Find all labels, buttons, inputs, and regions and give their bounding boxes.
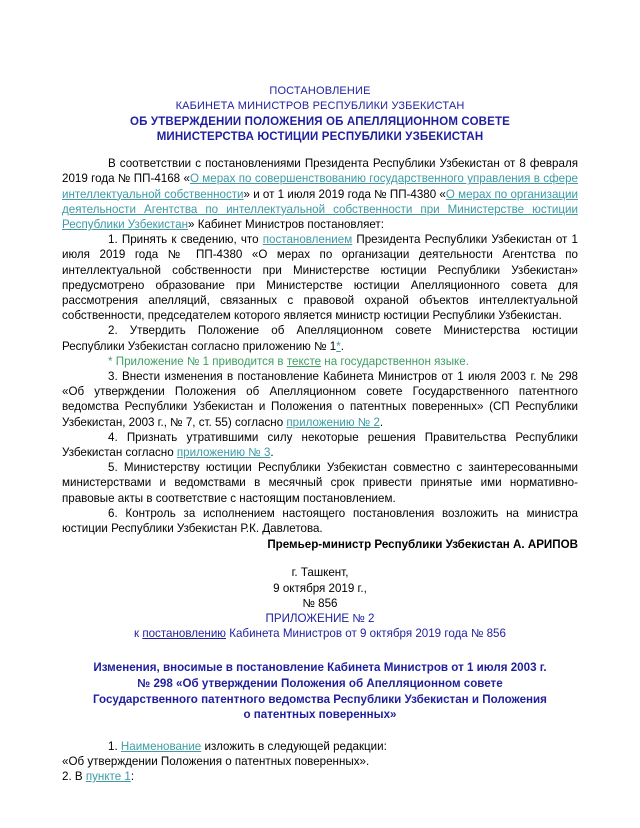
link-pp-4168[interactable]: О мерах по совершенствованию государственного управления в сфере интеллектуальной собственности <box>62 172 578 201</box>
item-1-text-2: Президента Республики Узбекистан от 1 июля 2019 года № ПП-4380 «О мерах по организации деятельности Агентства по интеллектуальной собственности при Министерстве юстиции Республики Узбекистан» предусмотрено образование при Министерстве юстиции Апелляционного совета для рассмотрения апелляций, связанных с правовой охраной объектов интеллектуальной собственности, председателем которого является министр юстиции Республики Узбекистан. <box>62 233 578 323</box>
item-3-text-1: 3. Внести изменения в постановление Кабинета Министров от 1 июля 2003 г. № 298 «Об утверждении Положения об Апелляционном совете Государственного патентного ведомства Республики Узбекистан и Положения о патентных поверенных» (СП Республики Узбекистан, 2003 г., № 7, ст. 55) согласно <box>62 370 578 429</box>
link-v-tekste[interactable]: тексте <box>286 354 322 368</box>
link-naimenovanie[interactable]: Наименование <box>120 739 202 753</box>
item-4-paragraph <box>62 430 578 460</box>
item-5-paragraph: 5. Министерству юстиции Республики Узбекистан совместно с заинтересованными министерствами и ведомствами в месячный срок привести принятые ими нормативно-правовые акты в соответствие с настоящим постановлением. <box>62 461 578 505</box>
amendments-heading-block <box>62 660 578 722</box>
preamble-text-2: » и от 1 июля 2019 года № ПП-4380 « <box>243 187 446 201</box>
amendments-heading-line-4: о патентных поверенных» <box>243 708 397 722</box>
appendix-reference-line <box>62 626 578 641</box>
item-1-text-1: 1. Принять к сведению, что <box>108 233 263 247</box>
item-1-paragraph <box>62 232 578 323</box>
amend-item-1-text-2: изложить в следующей редакции: <box>201 739 387 753</box>
title-line-subject-2: МИНИСТЕРСТВА ЮСТИЦИИ РЕСПУБЛИКИ УЗБЕКИСТАН <box>156 130 484 143</box>
link-postanovleniem[interactable]: постановлением <box>262 233 353 247</box>
item-4-text-2: . <box>270 446 274 460</box>
footnote-text-2: на государственнон языке. <box>321 354 469 368</box>
amendments-heading-line-2: № 298 «Об утверждении Положения об Апелляционном совете <box>137 677 503 691</box>
item-2-paragraph <box>62 323 578 353</box>
link-pp-4380[interactable]: О мерах по организации деятельности Агентства по интеллектуальной собственности при Министерстве юстиции Республики Узбекистан <box>62 187 579 231</box>
link-k-postanovleniyu[interactable]: постановлению <box>142 627 226 641</box>
item-2-text-1: 2. Утвердить Положение об Апелляционном совете Министерства юстиции Республики Узбекистан согласно приложению № 1 <box>62 324 578 353</box>
amendments-body <box>62 739 578 785</box>
appendix-number-heading: ПРИЛОЖЕНИЕ № 2 <box>265 612 375 626</box>
amend-item-2-text-2: : <box>130 770 135 784</box>
title-line-cabinet: КАБИНЕТА МИНИСТРОВ РЕСПУБЛИКИ УЗБЕКИСТАН <box>175 100 465 113</box>
amend-item-2-text-1: 2. В <box>62 770 86 784</box>
preamble-text-1: В соответствии с постановлениями Президента Республики Узбекистан от 8 февраля 2019 года № ПП-4168 « <box>62 157 578 186</box>
amendments-heading-line-1: Изменения, вносимые в постановление Кабинета Министров от 1 июля 2003 г. <box>93 661 547 675</box>
item-6-paragraph: 6. Контроль за исполнением настоящего постановления возложить на министра юстиции Республики Узбекистан Р.К. Давлетова. <box>62 506 578 536</box>
footnote-marker[interactable]: * <box>336 339 341 353</box>
amend-item-1 <box>62 739 578 754</box>
amend-item-1-quote: «Об утверждении Положения о патентных поверенных». <box>62 755 370 769</box>
document-number-line: № 856 <box>302 596 338 610</box>
item-4-text-1: 4. Признать утратившими силу некоторые решения Правительства Республики Узбекистан согласно <box>62 430 578 460</box>
amend-item-2 <box>62 769 578 784</box>
amendments-heading-line-3: Государственного патентного ведомства Республики Узбекистан и Положения <box>93 692 547 706</box>
preamble-paragraph <box>62 156 578 232</box>
title-line-postanovlenie: ПОСТАНОВЛЕНИЕ <box>269 85 371 97</box>
place-line: г. Ташкент, <box>291 566 349 580</box>
appendix-ref-text-2: Кабинета Министров от 9 октября 2019 года № 856 <box>226 627 506 641</box>
item-3-paragraph <box>62 369 578 430</box>
document-body <box>62 156 578 784</box>
preamble-text-3: » Кабинет Министров постановляет: <box>188 218 384 231</box>
footnote-text-1: * Приложение № 1 приводится в <box>108 354 287 368</box>
amend-item-1-text-1: 1. <box>108 739 121 753</box>
footnote-paragraph <box>62 354 578 369</box>
document-title-block <box>62 84 578 145</box>
signature-line: Премьер-министр Республики Узбекистан А. АРИПОВ <box>267 538 578 552</box>
title-line-subject-1: ОБ УТВЕРЖДЕНИИ ПОЛОЖЕНИЯ ОБ АПЕЛЛЯЦИОННОМ СОВЕТЕ <box>130 115 510 128</box>
link-prilozhenie-2[interactable]: приложению № 2 <box>286 415 380 429</box>
item-2-text-2: . <box>340 339 344 353</box>
date-line: 9 октября 2019 г., <box>273 581 367 595</box>
appendix-ref-text-1: к <box>134 627 143 641</box>
link-punkt-1[interactable]: пункте 1 <box>85 770 131 784</box>
item-3-text-2: . <box>379 415 384 429</box>
link-prilozhenie-3[interactable]: приложению № 3 <box>176 446 271 460</box>
